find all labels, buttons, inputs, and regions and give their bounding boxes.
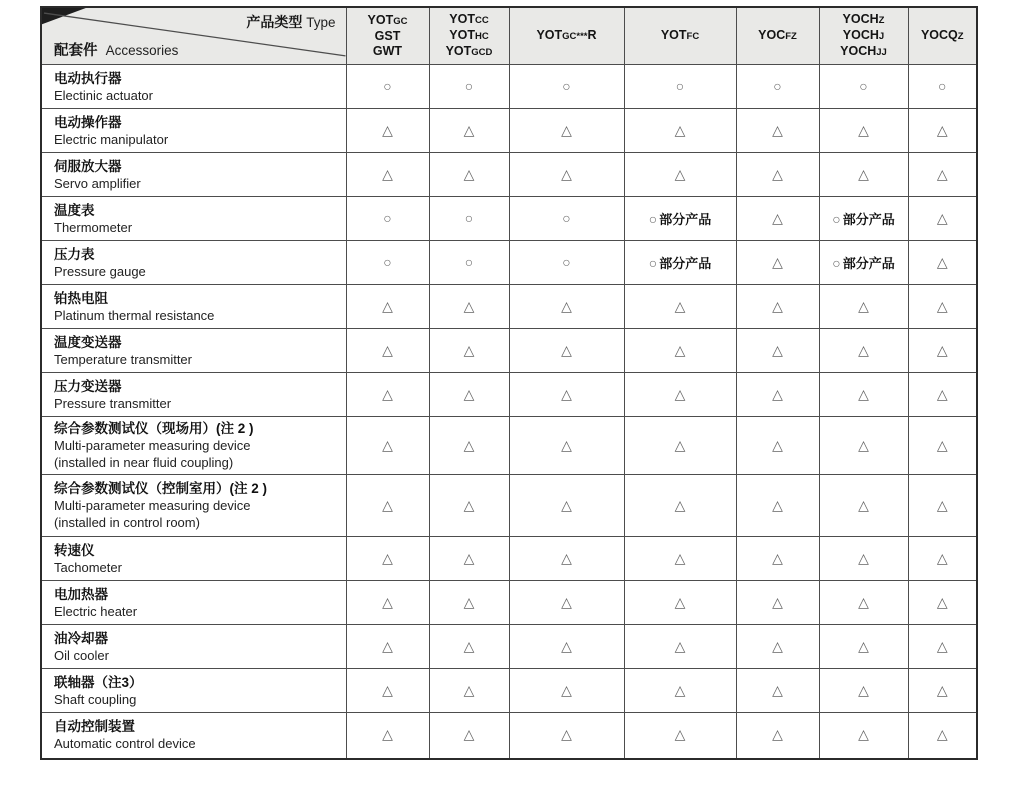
column-header-col-yotgc-r: YOTGC***R [509,7,624,65]
circle-icon: ○ [675,77,685,94]
triangle-icon: △ [772,297,783,314]
symbol-cell [908,65,977,109]
circle-icon: ○ [773,77,782,94]
row-label-en: Automatic control device [54,736,196,752]
triangle-icon: △ [674,297,686,314]
symbol-cell [819,669,908,713]
triangle-icon: △ [382,121,393,138]
triangle-icon: △ [772,726,783,743]
triangle-icon: △ [463,121,475,138]
triangle-icon: △ [936,385,948,402]
table-row [41,65,977,109]
triangle-icon: △ [674,436,686,453]
row-label-en: Temperature transmitter [54,351,192,367]
symbol-cell [509,713,624,759]
symbol-cell [346,197,429,241]
symbol-cell [624,153,736,197]
row-label-zh: 压力表 [54,246,95,262]
row-label [41,153,346,197]
symbol-cell [346,417,429,475]
row-label-zh: 综合参数测试仪（现场用）(注 2 ) [54,421,254,436]
symbol-cell [736,153,819,197]
circle-icon: ○ [859,77,868,94]
symbol-cell [346,329,429,373]
symbol-cell [908,153,977,197]
row-label [41,713,346,759]
triangle-icon: △ [772,436,783,453]
row-label-en: Platinum thermal resistance [54,307,215,323]
triangle-icon: △ [858,165,869,182]
table-row [41,475,977,537]
triangle-icon: △ [858,436,869,453]
symbol-cell [736,537,819,581]
symbol-cell [908,197,977,241]
triangle-icon: △ [772,341,783,358]
triangle-icon: △ [382,385,393,402]
triangle-icon: △ [561,681,572,698]
triangle-icon: △ [674,165,686,182]
row-label-zh: 铂热电阻 [54,290,108,306]
symbol-cell [908,241,977,285]
circle-icon: ○ [383,209,392,226]
symbol-cell [509,109,624,153]
triangle-icon: △ [382,341,393,358]
triangle-icon: △ [463,165,475,182]
table-row [41,669,977,713]
triangle-icon: △ [382,726,393,743]
row-label-zh: 联轴器（注3） [54,674,143,690]
circle-icon: ○ [562,253,571,270]
symbol-cell [509,241,624,285]
symbol-cell [736,713,819,759]
row-label-zh: 伺服放大器 [54,158,122,174]
symbol-cell [509,581,624,625]
row-label-zh: 电加热器 [54,586,108,602]
triangle-icon: △ [858,297,869,314]
symbol-cell [509,329,624,373]
triangle-icon: △ [936,681,948,698]
symbol-cell [429,669,509,713]
triangle-icon: △ [561,121,572,138]
triangle-icon: △ [561,341,572,358]
row-label-en: Tachometer [54,559,122,575]
triangle-icon: △ [936,253,948,270]
row-label-zh: 转速仪 [54,542,95,558]
triangle-icon: △ [561,496,572,513]
symbol-cell [429,109,509,153]
symbol-cell [624,581,736,625]
row-label [41,373,346,417]
triangle-icon: △ [561,165,572,182]
symbol-cell [509,153,624,197]
triangle-icon: △ [772,121,783,138]
triangle-icon: △ [382,637,393,654]
triangle-icon: △ [463,496,475,513]
symbol-cell [346,285,429,329]
table-row [41,241,977,285]
symbol-cell [624,537,736,581]
table-row [41,329,977,373]
row-label [41,241,346,285]
row-label [41,625,346,669]
triangle-icon: △ [936,496,948,513]
row-label [41,329,346,373]
triangle-icon: △ [858,593,869,610]
compatibility-table [40,6,978,760]
table-row [41,625,977,669]
row-label-en2: (installed in control room) [54,515,200,530]
row-label-en2: (installed in near fluid coupling) [54,455,234,470]
triangle-icon: △ [858,385,869,402]
row-label-zh: 综合参数测试仪（控制室用）(注 2 ) [54,481,268,496]
triangle-icon: △ [561,297,572,314]
symbol-cell [429,417,509,475]
symbol-cell [624,713,736,759]
triangle-icon: △ [382,436,393,453]
symbol-cell [819,241,908,285]
triangle-icon: △ [772,681,783,698]
triangle-icon: △ [674,341,686,358]
triangle-icon: △ [561,726,572,743]
triangle-icon: △ [382,496,393,513]
column-header-col-yotgc-gst-gwt: YOTGC GST GWT [346,7,429,65]
symbol-cell [429,285,509,329]
symbol-cell [736,475,819,537]
triangle-icon: △ [936,209,948,226]
circle-icon: ○ [938,77,947,94]
row-label-zh: 电动操作器 [54,114,122,130]
symbol-cell [624,373,736,417]
triangle-icon: △ [936,165,948,182]
symbol-cell [736,285,819,329]
table-row [41,109,977,153]
triangle-icon: △ [463,726,475,743]
partial-products-label: 部分产品 [842,211,895,227]
triangle-icon: △ [674,637,686,654]
column-header-col-yotfc: YOTFC [624,7,736,65]
symbol-cell [346,153,429,197]
triangle-icon: △ [561,549,572,566]
triangle-icon: △ [382,297,393,314]
symbol-cell [736,581,819,625]
symbol-cell [908,417,977,475]
circle-icon: ○ [648,254,658,271]
row-label-en: Pressure gauge [54,263,146,279]
symbol-cell [624,625,736,669]
symbol-cell [429,241,509,285]
triangle-icon: △ [936,637,948,654]
triangle-icon: △ [463,385,475,402]
row-label-en: Pressure transmitter [54,395,172,411]
row-label-en: Servo amplifier [54,175,141,191]
column-header-col-yotcc-yothc-yotgcd: YOTCC YOTHC YOTGCD [429,7,509,65]
symbol-cell [429,65,509,109]
symbol-cell [346,241,429,285]
triangle-icon: △ [772,253,783,270]
symbol-cell [624,669,736,713]
table-row [41,373,977,417]
column-header-col-yocfz: YOCFZ [736,7,819,65]
symbol-cell [624,65,736,109]
triangle-icon: △ [561,593,572,610]
triangle-icon: △ [772,637,783,654]
row-label [41,65,346,109]
triangle-icon: △ [936,297,948,314]
row-label [41,537,346,581]
triangle-icon: △ [936,341,948,358]
symbol-cell [429,475,509,537]
triangle-icon: △ [674,726,686,743]
partial-products-label: 部分产品 [659,255,712,271]
symbol-cell [908,109,977,153]
symbol-cell [819,197,908,241]
triangle-icon: △ [858,549,869,566]
symbol-cell [819,65,908,109]
symbol-cell [346,65,429,109]
symbol-cell [624,109,736,153]
row-label [41,109,346,153]
triangle-icon: △ [463,549,475,566]
triangle-icon: △ [463,341,475,358]
triangle-icon: △ [772,496,783,513]
triangle-icon: △ [561,637,572,654]
symbol-cell [736,417,819,475]
triangle-icon: △ [674,385,686,402]
row-label [41,197,346,241]
triangle-icon: △ [936,436,948,453]
symbol-cell [819,153,908,197]
symbol-cell [509,197,624,241]
symbol-cell [736,373,819,417]
symbol-cell [346,373,429,417]
table-row [41,285,977,329]
row-label [41,285,346,329]
table-row [41,581,977,625]
circle-icon: ○ [832,210,841,227]
row-label-en: Multi-parameter measuring device [54,438,251,453]
corner-cell [41,7,346,65]
triangle-icon: △ [858,637,869,654]
row-label-en: Thermometer [54,219,133,235]
symbol-cell [908,713,977,759]
row-label-en: Electric heater [54,603,138,619]
row-label [41,581,346,625]
triangle-icon: △ [772,209,783,226]
triangle-icon: △ [936,121,948,138]
symbol-cell [346,109,429,153]
triangle-icon: △ [858,496,869,513]
triangle-icon: △ [674,681,686,698]
symbol-cell [624,417,736,475]
symbol-cell [908,475,977,537]
circle-icon: ○ [383,253,392,270]
triangle-icon: △ [936,726,948,743]
symbol-cell [429,329,509,373]
triangle-icon: △ [382,549,393,566]
row-label [41,669,346,713]
symbol-cell [736,329,819,373]
triangle-icon: △ [936,593,948,610]
circle-icon: ○ [464,253,474,270]
triangle-icon: △ [463,436,475,453]
symbol-cell [819,109,908,153]
symbol-cell [624,329,736,373]
circle-icon: ○ [562,77,571,94]
column-header-col-yochz-yochj-yochjj: YOCHZ YOCHJ YOCHJJ [819,7,908,65]
row-label-en: Multi-parameter measuring device [54,498,251,513]
circle-icon: ○ [562,209,571,226]
triangle-icon: △ [772,593,783,610]
triangle-icon: △ [936,549,948,566]
triangle-icon: △ [772,165,783,182]
table-row [41,713,977,759]
symbol-cell [429,153,509,197]
circle-icon: ○ [383,77,392,94]
symbol-cell [736,109,819,153]
symbol-cell [819,713,908,759]
symbol-cell [819,581,908,625]
symbol-cell [509,625,624,669]
symbol-cell [908,329,977,373]
symbol-cell [819,285,908,329]
symbol-cell [736,625,819,669]
triangle-icon: △ [561,436,572,453]
symbol-cell [908,285,977,329]
row-label [41,417,346,475]
product-type-label: 产品类型 Type [246,14,336,30]
triangle-icon: △ [382,593,393,610]
table-row [41,197,977,241]
accessories-compatibility-table [40,6,978,760]
triangle-icon: △ [674,121,686,138]
symbol-cell [908,373,977,417]
column-header-col-yocqz: YOCQZ [908,7,977,65]
symbol-cell [346,669,429,713]
symbol-cell [908,581,977,625]
symbol-cell [624,475,736,537]
circle-icon: ○ [832,254,841,271]
symbol-cell [509,417,624,475]
table-row [41,153,977,197]
triangle-icon: △ [561,385,572,402]
triangle-icon: △ [674,496,686,513]
row-label-en: Shaft coupling [54,691,137,707]
symbol-cell [509,537,624,581]
header-row [41,7,977,65]
symbol-cell [346,581,429,625]
symbol-cell [346,713,429,759]
triangle-icon: △ [674,549,686,566]
symbol-cell [624,285,736,329]
triangle-icon: △ [858,121,869,138]
triangle-icon: △ [382,165,393,182]
triangle-icon: △ [858,681,869,698]
symbol-cell [509,285,624,329]
symbol-cell [429,373,509,417]
triangle-icon: △ [463,637,475,654]
symbol-cell [346,625,429,669]
symbol-cell [819,417,908,475]
row-label-zh: 自动控制装置 [54,719,135,735]
symbol-cell [908,669,977,713]
symbol-cell [908,625,977,669]
symbol-cell [819,537,908,581]
circle-icon: ○ [464,209,474,226]
symbol-cell [509,669,624,713]
symbol-cell [509,373,624,417]
table-row [41,537,977,581]
triangle-icon: △ [382,681,393,698]
symbol-cell [429,197,509,241]
row-label-zh: 压力变送器 [54,378,122,394]
partial-products-label: 部分产品 [842,255,895,271]
table-row [41,417,977,475]
symbol-cell [509,65,624,109]
row-label-zh: 电动执行器 [54,70,122,86]
circle-icon: ○ [648,210,658,227]
symbol-cell [429,581,509,625]
symbol-cell [736,669,819,713]
partial-products-label: 部分产品 [659,211,712,227]
row-label-en: Oil cooler [54,647,109,663]
accessories-label: 配套件 Accessories [54,43,179,59]
symbol-cell [736,241,819,285]
symbol-cell [346,475,429,537]
symbol-cell [509,475,624,537]
triangle-icon: △ [674,593,686,610]
symbol-cell [819,475,908,537]
symbol-cell [429,713,509,759]
row-label-zh: 油冷却器 [54,630,108,646]
symbol-cell [819,329,908,373]
row-label-zh: 温度表 [54,202,95,218]
triangle-icon: △ [463,593,475,610]
triangle-icon: △ [463,681,475,698]
symbol-cell [624,197,736,241]
triangle-icon: △ [858,341,869,358]
symbol-cell [819,373,908,417]
triangle-icon: △ [772,385,783,402]
row-label-zh: 温度变送器 [54,334,122,350]
circle-icon: ○ [464,77,474,94]
symbol-cell [736,197,819,241]
triangle-icon: △ [858,726,869,743]
row-label-en: Electric manipulator [54,131,169,147]
symbol-cell [429,625,509,669]
symbol-cell [429,537,509,581]
row-label-en: Electinic actuator [54,87,153,103]
symbol-cell [624,241,736,285]
symbol-cell [736,65,819,109]
symbol-cell [908,537,977,581]
symbol-cell [819,625,908,669]
symbol-cell [346,537,429,581]
triangle-icon: △ [772,549,783,566]
row-label [41,475,346,537]
triangle-icon: △ [463,297,475,314]
